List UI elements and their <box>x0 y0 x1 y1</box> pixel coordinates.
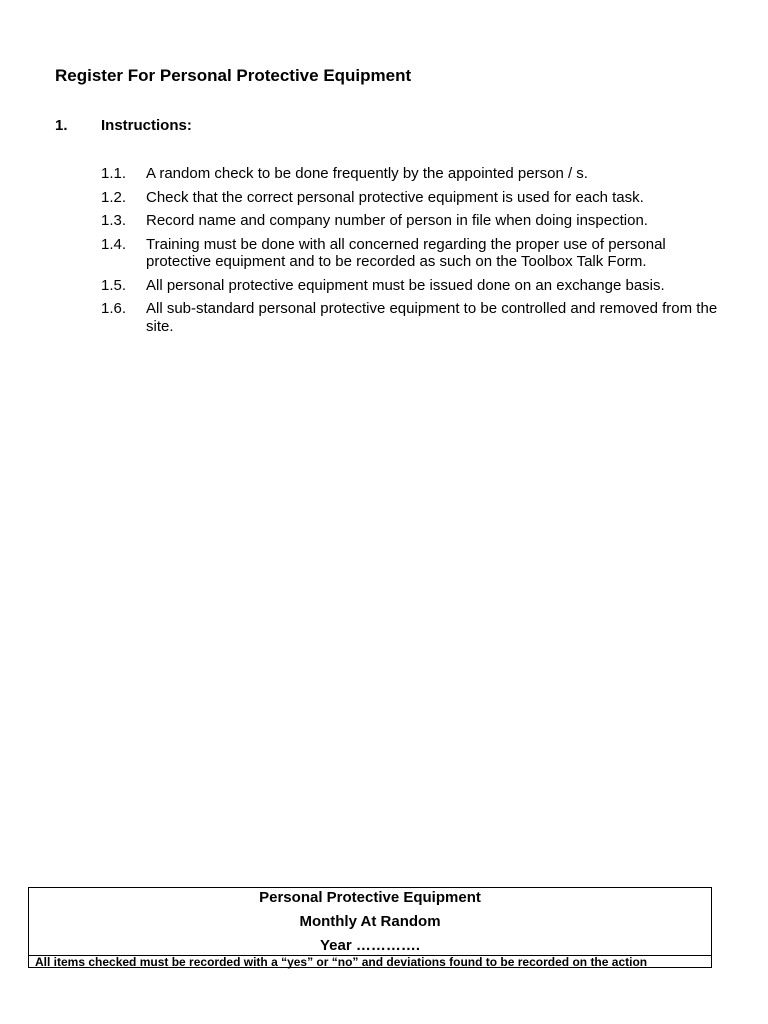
list-item <box>101 189 721 207</box>
list-item-number: 1.3. <box>101 212 127 229</box>
list-item-number: 1.2. <box>101 188 127 206</box>
list-item-text: All sub-standard personal protective equipment to be controlled and removed from the site. <box>146 300 718 335</box>
ppe-table-year: Year …………. <box>319 937 421 954</box>
list-item-number: 1.6. <box>101 300 127 317</box>
list-item-number: 1.4. <box>101 235 127 253</box>
list-item-text: Record name and company number of person in file when doing inspection. <box>146 212 648 229</box>
ppe-table-heading: Personal Protective Equipment <box>259 889 481 906</box>
list-item <box>101 212 721 230</box>
section-heading <box>55 117 192 134</box>
list-item-text: A random check to be done frequently by the appointed person / s. <box>146 165 588 182</box>
list-item <box>101 277 721 295</box>
list-item <box>101 300 721 335</box>
list-item <box>101 165 721 183</box>
document-title: Register For Personal Protective Equipment <box>55 66 412 85</box>
ppe-register-table <box>28 887 712 968</box>
list-item-number: 1.1. <box>101 165 127 182</box>
section-number: 1. <box>55 117 68 134</box>
list-item-text: Check that the correct personal protective equipment is used for each task. <box>146 188 644 206</box>
instructions-list <box>101 165 721 341</box>
list-item-text: All personal protective equipment must be issued done on an exchange basis. <box>146 276 665 294</box>
list-item-text: Training must be done with all concerned regarding the proper use of personal protective equipment and to be recorded as such on the Toolbox Talk Form. <box>146 235 666 270</box>
ppe-table-subheading: Monthly At Random <box>299 913 441 930</box>
section-heading-label: Instructions: <box>101 117 192 134</box>
ppe-table-note: All items checked must be recorded with a “yes” or “no” and deviations found to be recorded on the action <box>29 955 711 969</box>
list-item <box>101 236 721 271</box>
list-item-number: 1.5. <box>101 276 127 294</box>
